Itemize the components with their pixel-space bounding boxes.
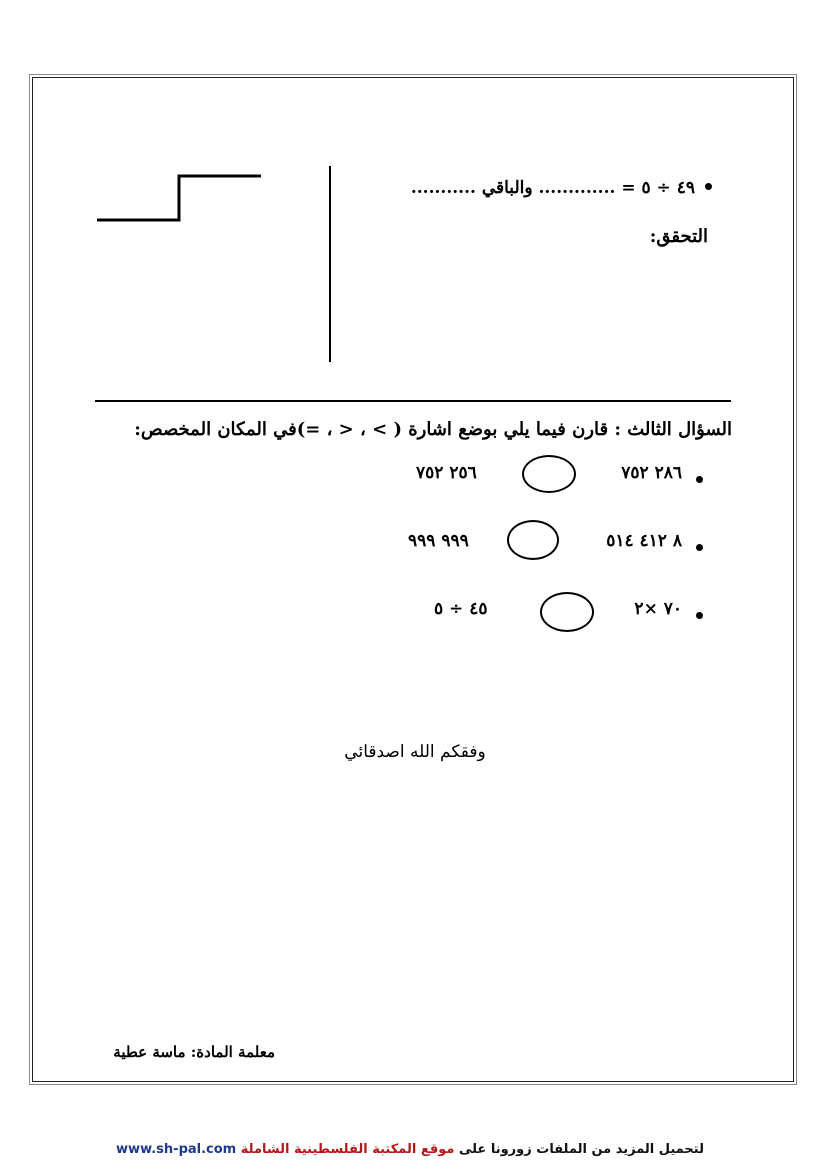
comparison-answer-circle[interactable] [507,520,559,560]
bullet-icon [705,183,712,190]
comparison-left-value: ٢٨٦ ٧٥٢ [621,463,682,483]
division-question [362,178,712,198]
comparison-row [400,592,710,632]
footer-url-link[interactable]: www.sh-pal.com [116,1142,237,1157]
comparison-left-value: ٨ ٤١٢ ٥١٤ [606,531,682,551]
footer-banner [110,1142,710,1157]
bullet-icon [696,544,703,551]
comparison-left-value: ٧٠ ×٢ [634,599,682,619]
section-divider [95,400,731,402]
comparison-row [400,455,710,495]
comparison-right-value: ٩٩٩ ٩٩٩ [408,531,469,551]
comparison-answer-circle[interactable] [540,592,594,632]
comparison-answer-circle[interactable] [522,455,576,493]
footer-text: لتحميل المزيد من الملفات زورونا على [458,1142,704,1157]
question3-title: السؤال الثالث : قارن فيما يلي بوضع اشارة ( > ، < ، =)في المكان المخصص: [134,419,732,440]
long-division-bracket [95,172,263,226]
closing-message: وفقكم الله اصدقائي [344,742,486,762]
comparison-row [400,520,710,560]
teacher-name: معلمة المادة: ماسة عطية [113,1043,275,1061]
bullet-icon [696,476,703,483]
check-label: التحقق: [649,226,708,247]
bullet-icon [696,612,703,619]
comparison-right-value: ٢٥٦ ٧٥٢ [416,463,477,483]
vertical-divider [329,166,331,362]
division-text: ٤٩ ÷ ٥ = ............. والباقي ........... [410,178,695,198]
footer-site-name[interactable]: موقع المكتبة الفلسطينية الشاملة [240,1142,455,1157]
comparison-right-value: ٤٥ ÷ ٥ [434,599,488,619]
